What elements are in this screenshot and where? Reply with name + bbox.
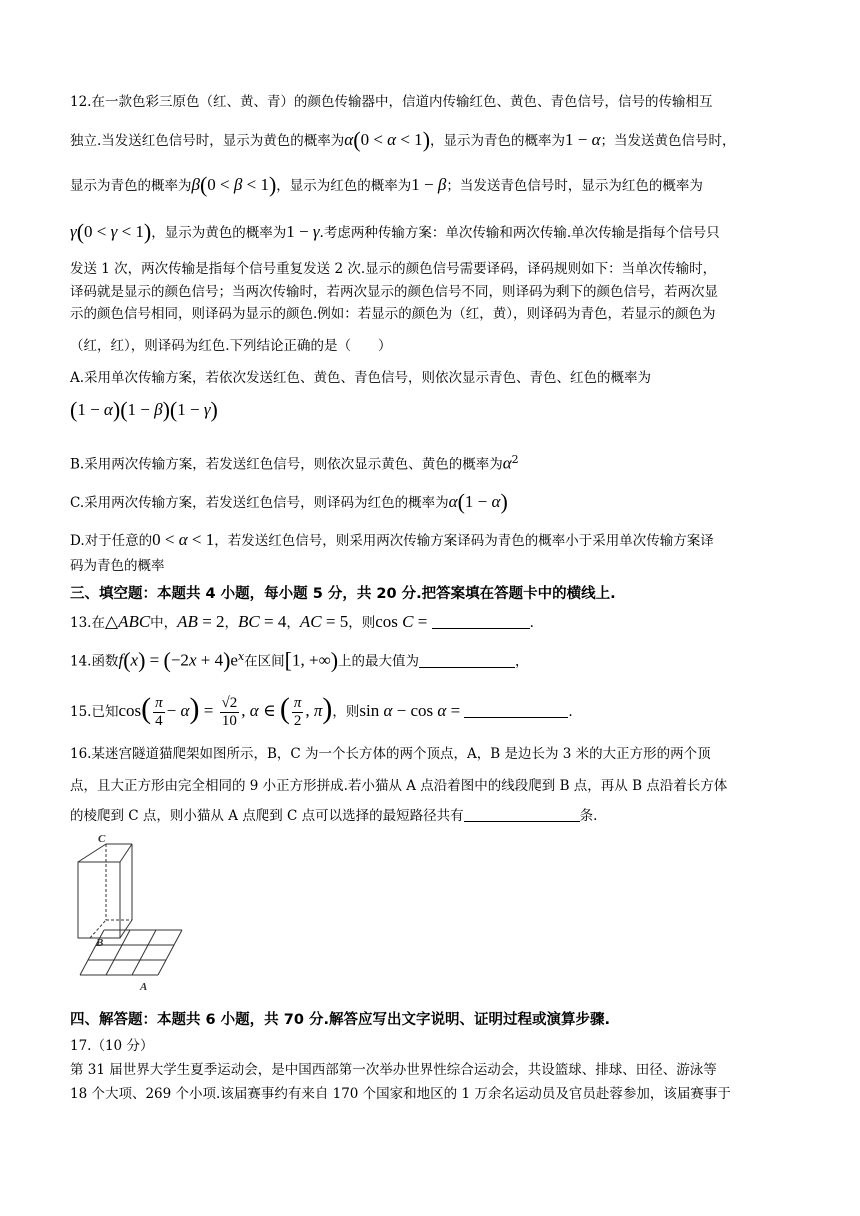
q14: 14.函数$f(x) = (-2x + 4)e^x$在区间[1, +∞)上的最大值为 ， <box>70 647 529 673</box>
q12-option-c: C.采用两次传输方案，若发送红色信号，则译码为红色的概率为α(1 − α) <box>70 489 508 514</box>
label-B: B <box>96 937 104 949</box>
q13-answer-blank[interactable] <box>432 614 530 629</box>
q17-line-1: 第 31 届世界大学生夏季运动会，是中国西部第一次举办世界性综合运动会，共设篮球、排球、田径、游泳等 <box>70 1062 717 1078</box>
q12-line-4: γ(0 < γ < 1)，显示为黄色的概率为1 − γ.考虑两种传输方案：单次传输和两次传输.单次传输是指每个信号只 <box>70 219 720 244</box>
q12-option-a-formula: (1 − α)(1 − β)(1 − γ) <box>70 397 218 422</box>
q15-answer-blank[interactable] <box>464 703 568 718</box>
section-3-heading: 三、填空题：本题共 4 小题，每小题 5 分，共 20 分.把答案填在答题卡中的横线上. <box>70 586 616 602</box>
q16-line-2: 点，且大正方形由完全相同的 9 小正方形拼成.若小猫从 A 点沿着图中的线段爬到 B 点，再从 B 点沿着长方体 <box>70 778 728 794</box>
q12-option-d: D.对于任意的0 < α < 1，若发送红色信号，则采用两次传输方案译码为青色的概率小于采用单次传输方案译 <box>70 530 714 549</box>
q12-line-2: 独立.当发送红色信号时，显示为黄色的概率为α(0 < α < 1)，显示为青色的概率为1 − α；当发送黄色信号时， <box>70 127 736 152</box>
label-A: A <box>140 981 148 993</box>
q12-line-5: 发送 1 次，两次传输是指每个信号重复发送 2 次.显示的颜色信号需要译码，译码规则如下：当单次传输时， <box>70 261 717 277</box>
q17-line-2: 18 个大项、269 个小项.该届赛事约有来自 170 个国家和地区的 1 万余名运动员及官员赴蓉参加，该届赛事于 <box>70 1086 731 1102</box>
q13: 13.在△ABC中，AB = 2，BC = 4，AC = 5，则cos C = . <box>70 612 534 631</box>
q12-line-6: 译码就是显示的颜色信号；当两次传输时，若两次显示的颜色信号不同，则译码为剩下的颜色信号，若两次显 <box>70 284 718 300</box>
q16-line-1: 16.某迷宫隧道猫爬架如图所示，B，C 为一个长方体的两个顶点，A，B 是边长为 3 米的大正方形的两个顶 <box>70 746 711 762</box>
q12-option-d-line-2: 码为青色的概率 <box>70 558 165 574</box>
section-4-heading: 四、解答题：本题共 6 小题，共 70 分.解答应写出文字说明、证明过程或演算步骤. <box>70 1012 610 1028</box>
cat-tree-figure <box>70 832 190 998</box>
q12-option-b: B.采用两次传输方案，若发送红色信号，则依次显示黄色、黄色的概率为$\alpha^2$ <box>70 453 519 473</box>
q12-option-a: A.采用单次传输方案，若依次发送红色、黄色、青色信号，则依次显示青色、青色、红色的概率为 <box>70 370 652 386</box>
q12-line-3: 显示为青色的概率为β(0 < β < 1)，显示为红色的概率为1 − β；当发送青色信号时，显示为红色的概率为 <box>70 172 703 197</box>
q17-heading: 17.（10 分） <box>70 1038 154 1054</box>
label-C: C <box>98 833 106 845</box>
q12-line-8: （红，红），则译码为红色.下列结论正确的是（ ） <box>70 338 392 354</box>
q12-line-7: 示的颜色信号相同，则译码为显示的颜色.例如：若显示的颜色为（红，黄），则译码为青色，若显示的颜色为 <box>70 306 716 322</box>
q12-line-1: 12.在一款色彩三原色（红、黄、青）的颜色传输器中，信道内传输红色、黄色、青色信号，信号的传输相互 <box>70 94 713 110</box>
q15: 15.已知cos( $\frac{\pi}{4}$ − α) = $\frac{√2}{10}$ , α ∈ ( $\frac{\pi}{2}$ , π)，则sin α − cos α = . <box>70 692 573 729</box>
cuboid-front-face <box>78 862 120 938</box>
q16-line-3: 的棱爬到 C 点，则小猫从 A 点爬到 C 点可以选择的最短路径共有 条. <box>70 808 598 824</box>
q14-answer-blank[interactable] <box>419 653 515 668</box>
q16-answer-blank[interactable] <box>464 807 580 822</box>
